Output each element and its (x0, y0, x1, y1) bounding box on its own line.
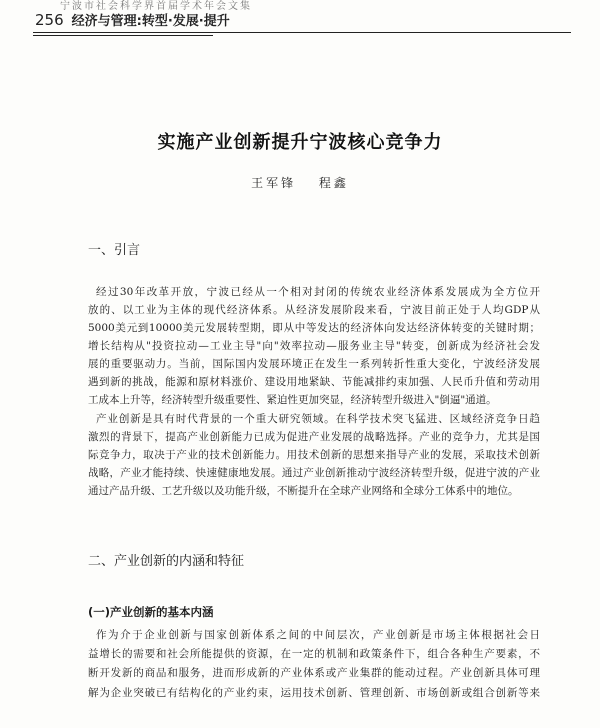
book-title-fragment: 宁波市社会科学界首届学术年会文集 (60, 1, 252, 12)
paragraph-line: 经过30年改革开放，宁波已经从一个相对封闭的传统农业经济体系发展成为全方位开 (96, 286, 540, 298)
section-heading-intro: 一、引言 (88, 243, 141, 258)
paragraph-line: 通过产品升级、工艺升级以及功能升级，不断提升在全球产业网络和全球分工体系中的地位。 (88, 485, 519, 497)
paragraph-line: 断开发新的商品和服务，进而形成新的产业体系或产业集群的能动过程。产业创新具体可理 (88, 667, 540, 679)
paragraph-line: 战略，产业才能持续、快速健康地发展。通过产业创新推动宁波经济转型升级，促进宁波的产业 (88, 467, 540, 479)
paragraph-line: 作为介于企业创新与国家创新体系之间的中间层次，产业创新是市场主体根据社会日 (96, 629, 540, 641)
paragraph-line: 激烈的背景下，提高产业创新能力已成为促进产业发展的战略选择。产业的竞争力，尤其是国 (88, 431, 540, 443)
section-heading-2: 二、产业创新的内涵和特征 (88, 554, 245, 569)
paragraph-line: 产业创新是具有时代背景的一个重大研究领域。在科学技术突飞猛进、区域经济竞争日趋 (96, 413, 540, 425)
paragraph-line: 工成本上升等，经济转型升级重要性、紧迫性更加突显，经济转型升级进入"倒逼"通道。 (88, 394, 497, 406)
paragraph-line: 际竞争力，取决于产业的技术创新能力。用技术创新的思想来指导产业的发展，采取技术创新 (88, 449, 540, 461)
running-header (35, 10, 230, 29)
paragraph-line: 放的、以工业为主体的现代经济体系。从经济发展阶段来看，宁波目前正处于人均GDP从 (88, 304, 540, 316)
paragraph-line: 益增长的需要和社会所能提供的资源，在一定的机制和政策条件下，组合各种生产要素，不 (88, 648, 540, 660)
article-title: 实施产业创新提升宁波核心竞争力 (157, 132, 443, 153)
authors (0, 174, 600, 191)
paragraph-line: 5000美元到10000美元发展转型期，即从中等发达的经济体向发达经济体转变的关键时期； (88, 322, 540, 334)
header-rule-short (33, 35, 213, 36)
author-name: 程鑫 (318, 176, 349, 190)
journal-name: 经济与管理:转型·发展·提升 (71, 14, 230, 29)
paragraph-line: 增长结构从"投资拉动—工业主导"向"效率拉动—服务业主导"转变，创新成为经济社会发 (88, 340, 540, 352)
page-number: 256 (35, 11, 64, 29)
sub-heading-1: (一)产业创新的基本内涵 (88, 605, 214, 619)
header-rule (33, 32, 571, 33)
paragraph-line: 展的重要驱动力。当前，国际国内发展环境正在发生一系列转折性重大变化，宁波经济发展 (88, 358, 540, 370)
author-name: 王军锋 (251, 176, 297, 190)
paragraph-line: 解为企业突破已有结构化的产业约束，运用技术创新、管理创新、市场创新或组合创新等来 (88, 687, 540, 699)
paragraph-line: 遇到新的挑战，能源和原材料涨价、建设用地紧缺、节能减排约束加强、人民币升值和劳动用 (88, 376, 540, 388)
